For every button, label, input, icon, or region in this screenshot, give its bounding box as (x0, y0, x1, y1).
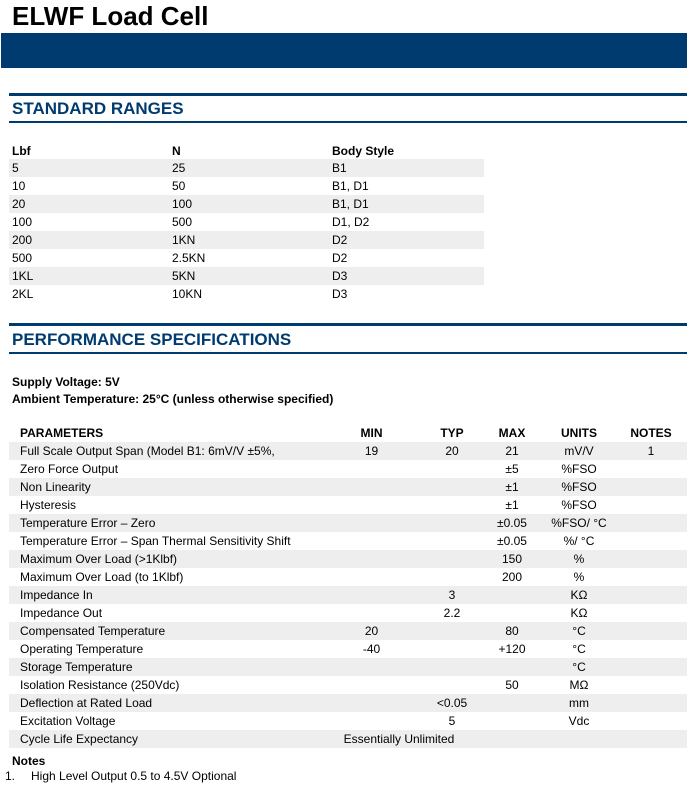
table-cell: Impedance In (20, 588, 93, 602)
table-cell: %FSO (561, 462, 597, 476)
table-cell: -40 (362, 642, 381, 656)
table-cell: mV/V (564, 444, 594, 458)
table-row (9, 195, 484, 213)
table-cell: Non Linearity (20, 480, 91, 494)
table-cell: 20 (364, 624, 379, 638)
column-header: MAX (498, 426, 526, 440)
page-title: ELWF Load Cell (12, 1, 209, 31)
table-cell: Cycle Life Expectancy (20, 732, 139, 746)
table-cell: 20 (445, 444, 459, 458)
table-row (9, 514, 687, 532)
table-cell: 500 (12, 251, 33, 265)
table-cell: 3 (448, 588, 456, 602)
table-cell: D2 (332, 251, 348, 265)
section-rule (9, 352, 687, 354)
column-header: MIN (360, 426, 383, 440)
section-rule (9, 93, 687, 96)
table-row (9, 285, 484, 303)
table-cell: Full Scale Output Span (Model B1: 6mV/V ±5%, (20, 444, 275, 458)
title-banner (1, 33, 687, 68)
note-number: 1. (5, 769, 16, 783)
supply-voltage: Supply Voltage: 5V (12, 375, 120, 389)
table-cell: B1, D1 (332, 197, 369, 211)
table-cell: <0.05 (436, 696, 468, 710)
table-row (9, 460, 687, 478)
table-cell: %FSO (561, 480, 597, 494)
notes-heading: Notes (12, 754, 46, 768)
table-cell: 100 (12, 215, 33, 229)
table-cell: D3 (332, 269, 348, 283)
performance-heading: PERFORMANCE SPECIFICATIONS (12, 330, 292, 349)
table-cell: D1, D2 (332, 215, 370, 229)
table-cell: °C (572, 642, 586, 656)
table-cell: Excitation Voltage (20, 714, 116, 728)
table-cell: 1KL (12, 269, 34, 283)
table-cell: 5 (12, 161, 19, 175)
table-cell: 80 (505, 624, 519, 638)
column-header: Lbf (12, 144, 31, 158)
table-cell: Operating Temperature (20, 642, 144, 656)
table-cell: 2.5KN (172, 251, 206, 265)
table-cell: 5 (448, 714, 456, 728)
table-row (9, 496, 687, 514)
table-header (9, 424, 687, 442)
table-cell: 50 (505, 678, 519, 692)
table-row (9, 159, 484, 177)
ambient-temperature: Ambient Temperature: 25°C (unless otherwise specified) (12, 392, 334, 406)
table-header (9, 143, 484, 159)
table-cell: 200 (12, 233, 33, 247)
table-row (9, 231, 484, 249)
table-cell: °C (572, 660, 586, 674)
table-cell: 1KN (172, 233, 196, 247)
table-cell: B1 (332, 161, 347, 175)
table-cell: Impedance Out (20, 606, 103, 620)
table-cell: 100 (172, 197, 193, 211)
table-cell: KΩ (570, 588, 588, 602)
table-row (9, 604, 687, 622)
table-row (9, 658, 687, 676)
table-row (9, 442, 687, 460)
table-row (9, 622, 687, 640)
performance-table (9, 424, 687, 748)
table-row (9, 213, 484, 231)
table-cell: +120 (498, 642, 526, 656)
table-cell: Temperature Error – Span Thermal Sensitivity Shift (20, 534, 291, 548)
table-cell: 500 (172, 215, 193, 229)
table-cell: Vdc (568, 714, 590, 728)
table-cell: 20 (12, 197, 26, 211)
table-cell: % (573, 552, 585, 566)
table-row (9, 730, 687, 748)
table-cell: Zero Force Output (20, 462, 119, 476)
table-cell: 19 (364, 444, 379, 458)
table-row (9, 568, 687, 586)
table-cell: Deflection at Rated Load (20, 696, 153, 710)
table-cell: 150 (501, 552, 523, 566)
table-cell: ±1 (505, 498, 519, 512)
column-header: NOTES (630, 426, 672, 440)
table-row (9, 532, 687, 550)
table-cell: 2KL (12, 287, 34, 301)
table-row (9, 712, 687, 730)
table-cell: 2.2 (443, 606, 461, 620)
column-header: UNITS (561, 426, 597, 440)
table-row (9, 177, 484, 195)
table-cell: Essentially Unlimited (343, 732, 455, 746)
table-cell: D2 (332, 233, 348, 247)
table-row (9, 676, 687, 694)
table-row (9, 478, 687, 496)
table-row (9, 550, 687, 568)
table-row (9, 249, 484, 267)
table-cell: ±5 (505, 462, 519, 476)
column-header: TYP (440, 426, 464, 440)
table-cell: KΩ (570, 606, 588, 620)
table-cell: Compensated Temperature (20, 624, 166, 638)
table-row (9, 267, 484, 285)
table-cell: mm (569, 696, 589, 710)
table-cell: Hysteresis (20, 498, 77, 512)
table-row (9, 640, 687, 658)
table-cell: B1, D1 (332, 179, 369, 193)
column-header: Body Style (332, 144, 395, 158)
table-cell: ±0.05 (497, 516, 527, 530)
table-cell: Storage Temperature (20, 660, 133, 674)
table-cell: 10KN (172, 287, 203, 301)
table-cell: 1 (647, 444, 655, 458)
section-rule (9, 121, 687, 123)
note-text: High Level Output 0.5 to 4.5V Optional (31, 769, 237, 783)
table-cell: ±1 (505, 480, 519, 494)
table-cell: Maximum Over Load (>1Klbf) (20, 552, 178, 566)
table-cell: %FSO/ °C (551, 516, 607, 530)
table-cell: 5KN (172, 269, 196, 283)
table-cell: 25 (172, 161, 186, 175)
table-cell: 10 (12, 179, 26, 193)
table-cell: 21 (505, 444, 519, 458)
standard-ranges-heading: STANDARD RANGES (12, 99, 184, 118)
table-cell: ±0.05 (497, 534, 527, 548)
table-cell: 200 (501, 570, 523, 584)
table-row (9, 694, 687, 712)
table-cell: °C (572, 624, 586, 638)
table-cell: 50 (172, 179, 186, 193)
table-cell: %/ °C (563, 534, 595, 548)
table-cell: %FSO (561, 498, 597, 512)
table-cell: D3 (332, 287, 348, 301)
table-cell: Temperature Error – Zero (20, 516, 156, 530)
column-header: PARAMETERS (20, 426, 104, 440)
table-cell: MΩ (569, 678, 589, 692)
table-cell: % (573, 570, 585, 584)
standard-ranges-table (9, 143, 484, 303)
table-cell: Isolation Resistance (250Vdc) (20, 678, 180, 692)
table-cell: Maximum Over Load (to 1Klbf) (20, 570, 184, 584)
section-rule (9, 323, 687, 326)
column-header: N (172, 144, 181, 158)
table-row (9, 586, 687, 604)
